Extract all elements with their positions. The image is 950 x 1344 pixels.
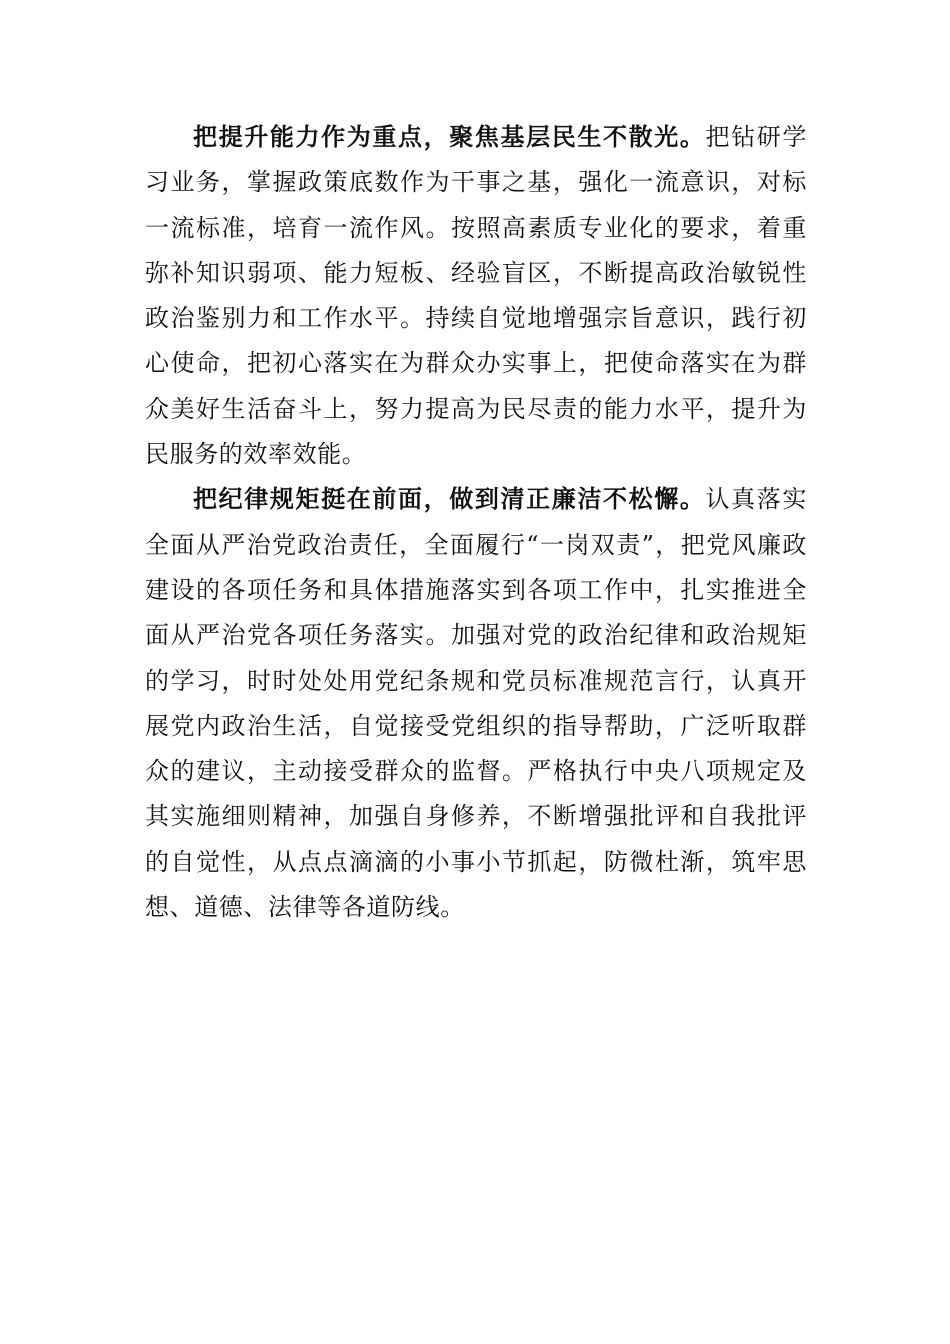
paragraph-body: 认真落实全面从严治党政治责任，全面履行“一岗双责”，把党风廉政建设的各项任务和具体措施落实到各项工作中，扎实推进全面从严治党各项任务落实。加强对党的政治纪律和政治规矩的学习，时时处处用党纪条规和党员标准规范言行，认真开展党内政治生活，自觉接受党组织的指导帮助，广泛听取群众的建议，主动接受群众的监督。严格执行中央八项规定及其实施细则精神，加强自身修养，不断增强批评和自我批评的自觉性，从点点滴滴的小事小节抓起，防微杜渐，筑牢思想、道德、法律等各道防线。 xyxy=(145,485,807,922)
paragraph-discipline xyxy=(145,477,807,930)
paragraph-heading: 把提升能力作为重点，聚焦基层民生不散光。 xyxy=(193,123,706,151)
paragraph-ability xyxy=(145,115,807,477)
paragraph-heading: 把纪律规矩挺在前面，做到清正廉洁不松懈。 xyxy=(193,485,706,514)
document-page xyxy=(145,115,807,930)
paragraph-body: 把钻研学习业务，掌握政策底数作为干事之基，强化一流意识，对标一流标准，培育一流作风。按照高素质专业化的要求，着重弥补知识弱项、能力短板、经验盲区，不断提高政治敏锐性政治鉴别力和工作水平。持续自觉地增强宗旨意识，践行初心使命，把初心落实在为群众办实事上，把使命落实在为群众美好生活奋斗上，努力提高为民尽责的能力水平，提升为民服务的效率效能。 xyxy=(145,123,807,469)
